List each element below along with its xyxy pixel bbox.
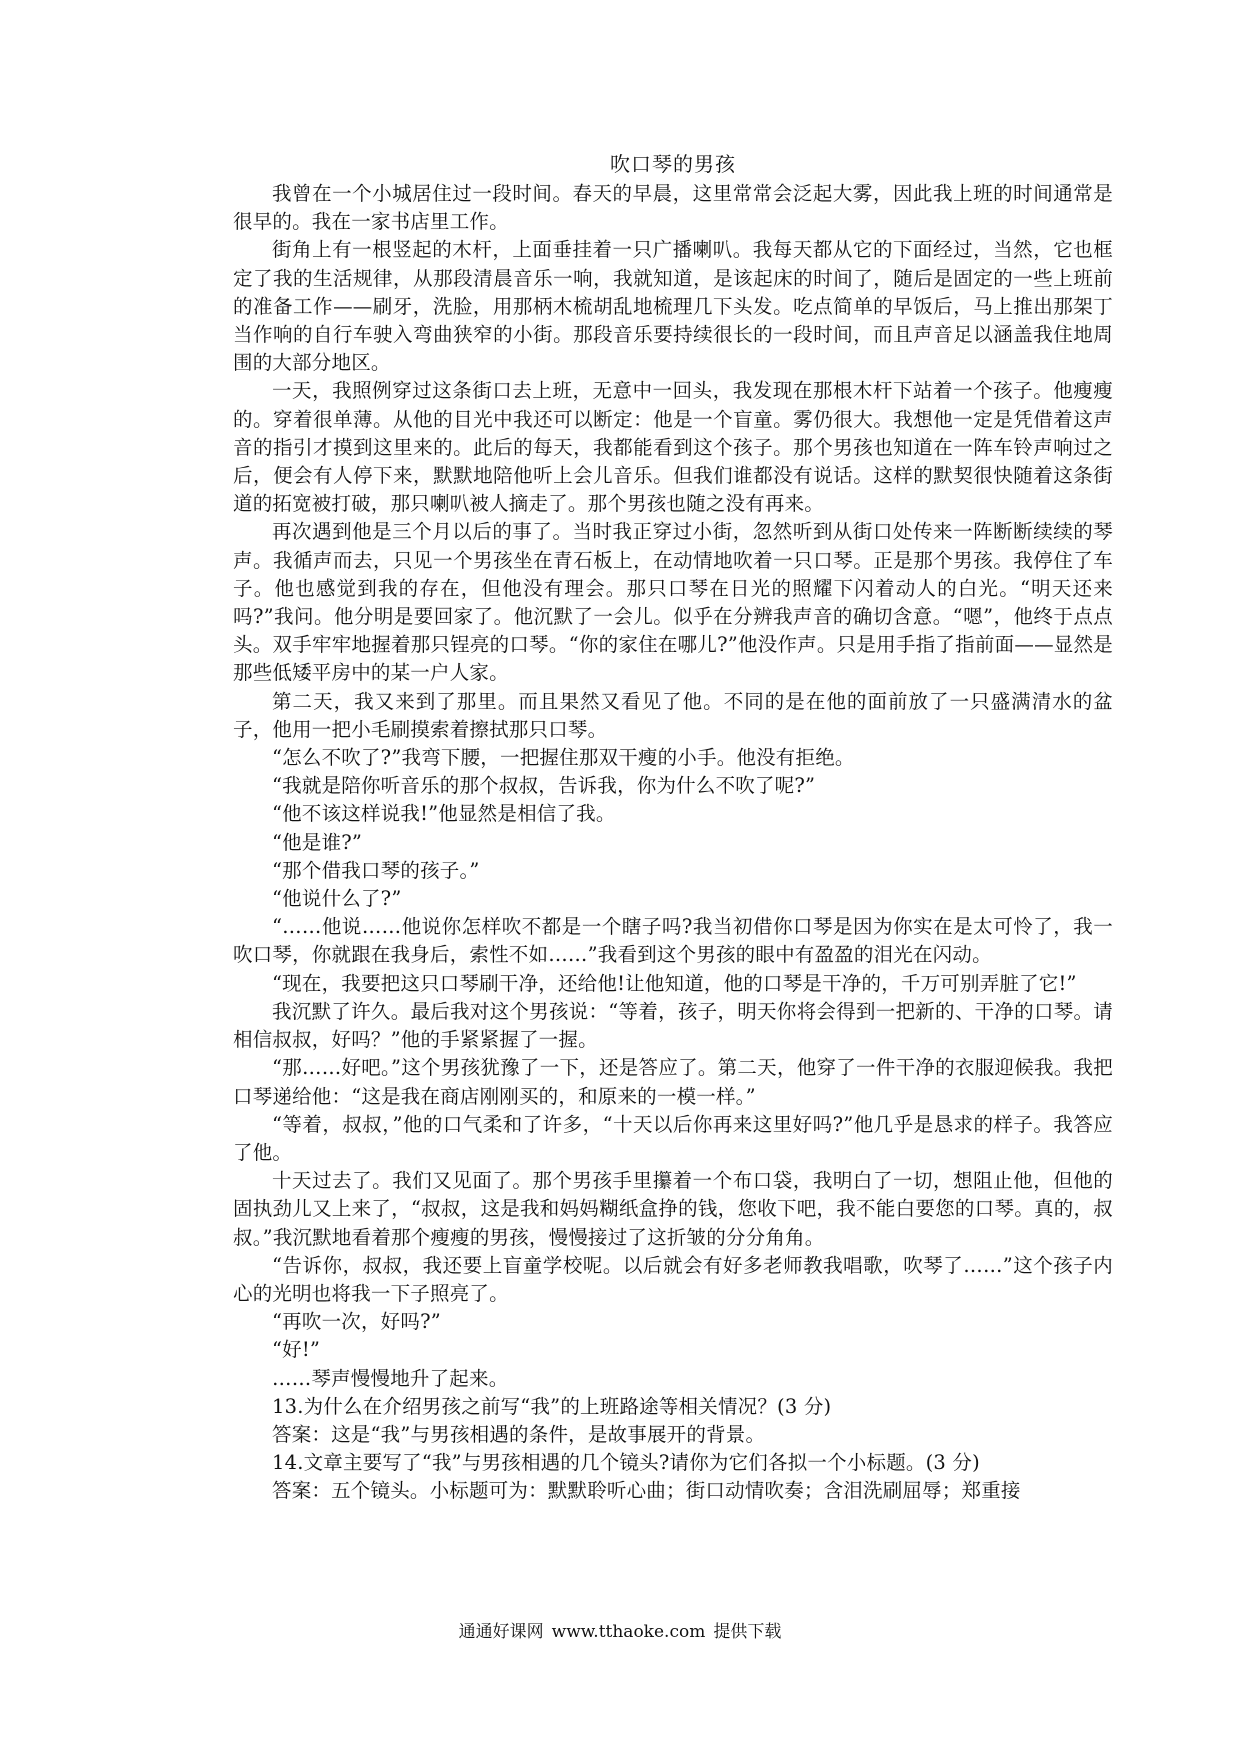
dialogue-line: “再吹一次，好吗?” (272, 1310, 441, 1334)
dialogue-line: “告诉你，叔叔，我还要上盲童学校呢。以后就会有好多老师教我唱歌，吹琴了……”这个孩子内心的光明也将我一下子照亮了。 (233, 1253, 1113, 1305)
dialogue-line: “他不该这样说我!”他显然是相信了我。 (272, 802, 616, 826)
paragraph: 我沉默了许久。最后我对这个男孩说：“等着，孩子，明天你将会得到一把新的、干净的口琴。请相信叔叔，好吗？”他的手紧紧握了一握。 (233, 999, 1113, 1052)
footer-suffix: 提供下载 (713, 1622, 782, 1642)
dialogue-line: “……他说……他说你怎样吹不都是一个瞎子吗?我当初借你口琴是因为你实在是太可怜了，我一吹口琴，你就跟在我身后，索性不如……”我看到这个男孩的眼中有盈盈的泪光在闪动。 (233, 915, 1113, 967)
paragraph: ……琴声慢慢地升了起来。 (272, 1366, 509, 1390)
dialogue-line: “好!” (272, 1338, 321, 1362)
paragraph: 我曾在一个小城居住过一段时间。春天的早晨，这里常常会泛起大雾，因此我上班的时间通常是很早的。我在一家书店里工作。 (233, 182, 1113, 234)
paragraph: 第二天，我又来到了那里。而且果然又看见了他。不同的是在他的面前放了一只盛满清水的盆子，他用一把小毛刷摸索着擦拭那只口琴。 (233, 689, 1113, 741)
paragraph: 再次遇到他是三个月以后的事了。当时我正穿过小街，忽然听到从街口处传来一阵断断续续的琴声。我循声而去，只见一个男孩坐在青石板上，在动情地吹着一只口琴。正是那个男孩。我停住了车子。他也感觉到我的存在，但他没有理会。那只口琴在日光的照耀下闪着动人的白光。“明天还来吗?”我问。他分明是要回家了。他沉默了一会儿。似乎在分辨我声音的确切含意。“嗯”，他终于点点头。双手牢牢地握着那只锃亮的口琴。“你的家住在哪儿?”他没作声。只是用手指了指前面——显然是那些低矮平房中的某一户人家。 (233, 520, 1113, 685)
dialogue-line: “那个借我口琴的孩子。” (272, 858, 480, 882)
paragraph: 十天过去了。我们又见面了。那个男孩手里攥着一个布口袋，我明白了一切，想阻止他，但他的固执劲儿又上来了，“叔叔，这是我和妈妈糊纸盒挣的钱，您收下吧，我不能白要您的口琴。真的，叔叔。”我沉默地看着那个瘦瘦的男孩，慢慢接过了这折皱的分分角角。 (233, 1169, 1113, 1249)
footer-site-name: 通通好课网 (458, 1622, 544, 1642)
paragraph: 一天，我照例穿过这条街口去上班，无意中一回头，我发现在那根木杆下站着一个孩子。他瘦瘦的。穿着很单薄。从他的目光中我还可以断定：他是一个盲童。雾仍很大。我想他一定是凭借着这声音的指引才摸到这里来的。此后的每天，我都能看到这个孩子。那个男孩也知道在一阵车铃声响过之后，便会有人停下来，默默地陪他听上会儿音乐。但我们谁都没有说话。这样的默契很快随着这条街道的拓宽被打破，那只喇叭被人摘走了。那个男孩也随之没有再来。 (233, 379, 1113, 516)
footer-url[interactable]: www.tthaoke.com (551, 1622, 706, 1642)
dialogue-line: “现在，我要把这只口琴刷干净，还给他!让他知道，他的口琴是干净的，千万可别弄脏了它!” (272, 971, 1077, 995)
document-body (233, 150, 1113, 1506)
dialogue-line: “他是谁?” (272, 830, 363, 854)
article-title: 吹口琴的男孩 (610, 152, 736, 176)
dialogue-line: “那……好吧。”这个男孩犹豫了一下，还是答应了。第二天，他穿了一件干净的衣服迎候我。我把口琴递给他：“这是我在商店刚刚买的，和原来的一模一样。” (233, 1056, 1113, 1108)
answer-14: 答案：五个镜头。小标题可为：默默聆听心曲；街口动情吹奏；含泪洗刷屈辱；郑重接 (272, 1479, 1021, 1503)
dialogue-line: “他说什么了?” (272, 887, 402, 911)
dialogue-line: “等着，叔叔，”他的口气柔和了许多，“十天以后你再来这里好吗?”他几乎是恳求的样子。我答应了他。 (233, 1112, 1113, 1164)
question-13: 13.为什么在介绍男孩之前写“我”的上班路途等相关情况？(3 分) (272, 1394, 832, 1418)
paragraph: 街角上有一根竖起的木杆，上面垂挂着一只广播喇叭。我每天都从它的下面经过，当然，它也框定了我的生活规律，从那段清晨音乐一响，我就知道，是该起床的时间了，随后是固定的一些上班前的准备工作——刷牙，洗脸，用那柄木梳胡乱地梳理几下头发。吃点简单的早饭后，马上推出那架丁当作响的自行车驶入弯曲狭窄的小街。那段音乐要持续很长的一段时间，而且声音足以涵盖我住地周围的大部分地区。 (233, 238, 1113, 375)
page-footer (0, 1620, 1240, 1644)
dialogue-line: “怎么不吹了?”我弯下腰，一把握住那双干瘦的小手。他没有拒绝。 (272, 746, 855, 770)
question-14: 14.文章主要写了“我”与男孩相遇的几个镜头?请你为它们各拟一个小标题。(3 分) (272, 1451, 980, 1475)
answer-13: 答案：这是“我”与男孩相遇的条件，是故事展开的背景。 (272, 1422, 766, 1446)
dialogue-line: “我就是陪你听音乐的那个叔叔，告诉我，你为什么不吹了呢?” (272, 774, 816, 798)
